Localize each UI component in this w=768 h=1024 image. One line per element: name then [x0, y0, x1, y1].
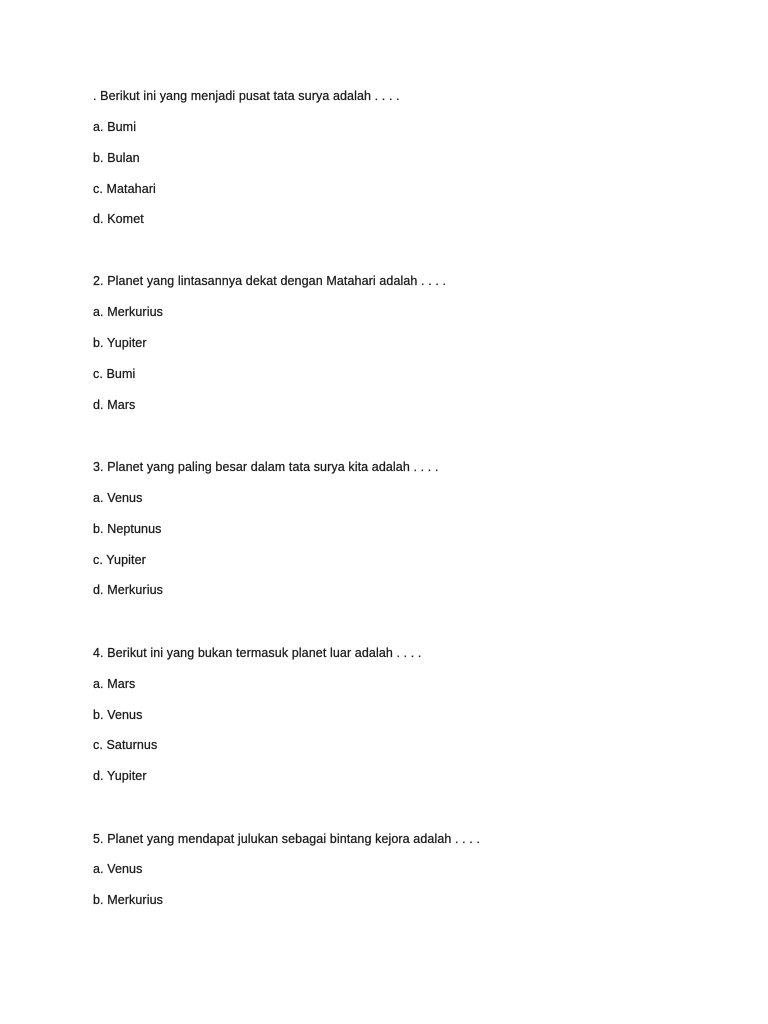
question-4-option-a: a. Mars: [93, 677, 136, 691]
question-2-option-a: a. Merkurius: [93, 305, 163, 319]
question-3-option-b: b. Neptunus: [93, 522, 162, 536]
question-1-option-d: d. Komet: [93, 212, 144, 226]
question-5-option-a: a. Venus: [93, 862, 143, 876]
question-4-option-b: b. Venus: [93, 708, 143, 722]
question-2-option-b: b. Yupiter: [93, 336, 147, 350]
question-4-option-d: d. Yupiter: [93, 769, 147, 783]
question-1-text: . Berikut ini yang menjadi pusat tata surya adalah . . . .: [93, 89, 400, 103]
question-4-option-c: c. Saturnus: [93, 738, 158, 752]
question-1-option-b: b. Bulan: [93, 151, 140, 165]
question-5-text: 5. Planet yang mendapat julukan sebagai bintang kejora adalah . . . .: [93, 832, 481, 846]
question-1-option-c: c. Matahari: [93, 182, 156, 196]
question-2-text: 2. Planet yang lintasannya dekat dengan Matahari adalah . . . .: [93, 274, 447, 288]
question-3-option-d: d. Merkurius: [93, 583, 163, 597]
question-2-option-d: d. Mars: [93, 398, 136, 412]
question-3-option-c: c. Yupiter: [93, 553, 146, 567]
question-2-option-c: c. Bumi: [93, 367, 136, 381]
question-3-option-a: a. Venus: [93, 491, 143, 505]
question-1-option-a: a. Bumi: [93, 120, 137, 134]
question-3-text: 3. Planet yang paling besar dalam tata surya kita adalah . . . .: [93, 460, 439, 474]
question-5-option-b: b. Merkurius: [93, 893, 163, 907]
question-4-text: 4. Berikut ini yang bukan termasuk planet luar adalah . . . .: [93, 646, 422, 660]
